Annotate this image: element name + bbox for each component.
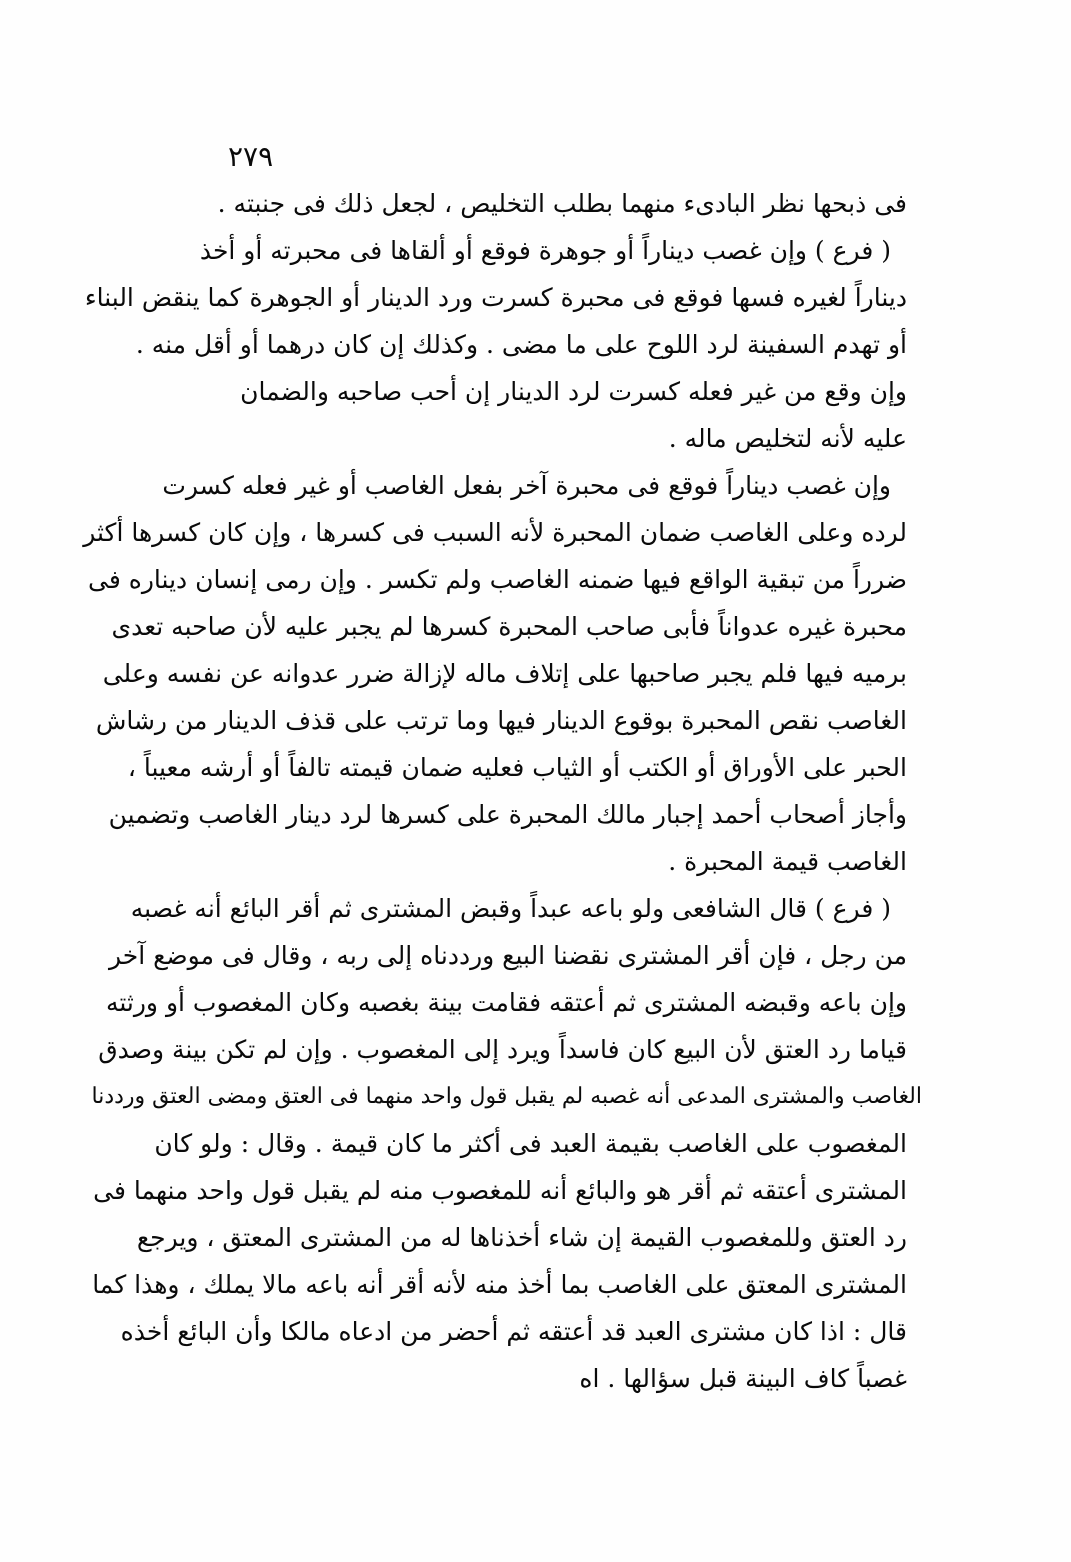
page-number: ٢٧٩	[228, 140, 274, 173]
text-line: من رجل ، فإن أقر المشترى نقضنا البيع ورددناه إلى ربه ، وقال فى موضع آخر	[108, 941, 907, 970]
text-line: الغاصب والمشترى المدعى أنه غصبه لم يقبل قول واحد منهما فى العتق ومضى العتق ورددنا	[91, 1084, 922, 1109]
text-line: عليه لأنه لتخليص ماله .	[668, 424, 907, 453]
text-line: قال : اذا كان مشترى العبد قد أعتقه ثم أحضر من ادعاه مالكا وأن البائع أخذه	[120, 1317, 907, 1346]
text-line: ( فرع ) وإن غصب ديناراً أو جوهرة فوقع أو ألقاها فى محبرته أو أخذ	[199, 236, 891, 265]
text-line: المغصوب على الغاصب بقيمة العبد فى أكثر ما كان قيمة . وقال : ولو كان	[154, 1129, 907, 1158]
text-line: غصباً كاف البينة قبل سؤالها . اه	[579, 1364, 907, 1393]
text-line: فى ذبحها نظر البادىء منهما بطلب التخليص ، لجعل ذلك فى جنبته .	[217, 189, 907, 218]
text-line: لرده وعلى الغاصب ضمان المحبرة لأنه السبب فى كسرها ، وإن كان كسرها أكثر	[83, 518, 907, 547]
body-text	[83, 180, 922, 1402]
text-line: وأجاز أصحاب أحمد إجبار مالك المحبرة على كسرها لرد دينار الغاصب وتضمين	[108, 800, 907, 829]
text-line: رد العتق وللمغصوب القيمة إن شاء أخذناها له من المشترى المعتق ، ويرجع	[136, 1223, 907, 1252]
text-line: وإن وقع من غير فعله كسرت لرد الدينار إن أحب صاحبه والضمان	[240, 377, 907, 406]
text-line: الغاصب قيمة المحبرة .	[668, 847, 907, 876]
text-line: ديناراً لغيره فسها فوقع فى محبرة كسرت ورد الدينار أو الجوهرة كما ينقض البناء	[84, 283, 907, 312]
text-line: قياما رد العتق لأن البيع كان فاسداً ويرد إلى المغصوب . وإن لم تكن بينة وصدق	[98, 1035, 907, 1064]
text-line: ( فرع ) قال الشافعى ولو باعه عبداً وقبض المشترى ثم أقر البائع أنه غصبه	[130, 894, 891, 923]
text-line: الغاصب نقص المحبرة بوقوع الدينار فيها وما ترتب على قذف الدينار من رشاش	[95, 706, 907, 735]
text-line: برميه فيها فلم يجبر صاحبها على إتلاف ماله لإزالة ضرر عدوانه عن نفسه وعلى	[102, 659, 907, 688]
text-line: أو تهدم السفينة لرد اللوح على ما مضى . وكذلك إن كان درهما أو أقل منه .	[135, 330, 907, 359]
text-line: وإن غصب ديناراً فوقع فى محبرة آخر بفعل الغاصب أو غير فعله كسرت	[162, 471, 891, 500]
text-line: الحبر على الأوراق أو الكتب أو الثياب فعليه ضمان قيمته تالفاً أو أرشه معيباً ،	[127, 753, 907, 782]
text-line: المشترى المعتق على الغاصب بما أخذ منه لأنه أقر أنه باعه مالا يملك ، وهذا كما	[92, 1270, 907, 1299]
text-line: وإن باعه وقبضه المشترى ثم أعتقه فقامت بينة بغصبه وكان المغصوب أو ورثته	[105, 988, 907, 1017]
text-line: ضرراً من تبقية الواقع فيها ضمنه الغاصب ولم تكسر . وإن رمى إنسان ديناره فى	[88, 565, 907, 594]
text-line: المشترى أعتقه ثم أقر هو والبائع أنه للمغصوب منه لم يقبل قول واحد منهما فى	[93, 1176, 907, 1205]
text-line: محبرة غيره عدواناً فأبى صاحب المحبرة كسرها لم يجبر عليه لأن صاحبه تعدى	[111, 612, 907, 641]
